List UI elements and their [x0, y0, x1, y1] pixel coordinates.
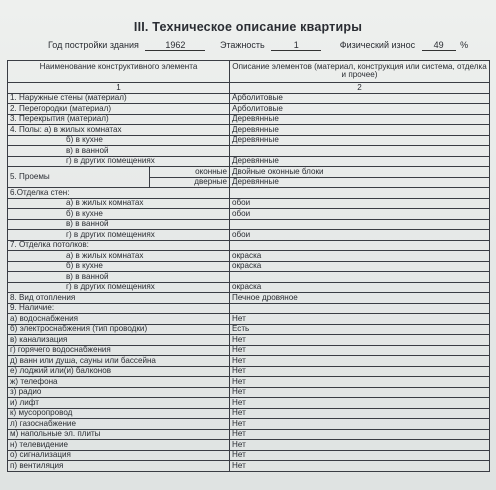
col1-header: Наименование конструктивного элемента: [8, 61, 230, 83]
row-label: 1. Наружные стены (материал): [8, 93, 230, 104]
row-value: Печное дровяное: [230, 293, 490, 304]
table-row: [8, 408, 490, 419]
table-row: [8, 93, 490, 104]
wear-unit: %: [460, 40, 469, 50]
row-value: Деревянные: [230, 125, 490, 136]
row-value: Арболитовые: [230, 93, 490, 104]
table-row: [8, 366, 490, 377]
row-label: а) водоснабжения: [8, 314, 230, 325]
table-row: [8, 167, 490, 178]
openings-window-label: оконные: [150, 167, 230, 178]
table-row: [8, 219, 490, 230]
row-label: в) в ванной: [8, 219, 230, 230]
row-label: к) мусоропровод: [8, 408, 230, 419]
table-row: [8, 377, 490, 388]
row-label: п) вентиляция: [8, 461, 230, 472]
row-value: обои: [230, 209, 490, 220]
row-label: и) лифт: [8, 398, 230, 409]
openings-door-label: дверные: [150, 177, 230, 188]
row-label: л) газоснабжение: [8, 419, 230, 430]
table-row: [8, 387, 490, 398]
row-value: Нет: [230, 461, 490, 472]
table-row: [8, 156, 490, 167]
year-label: Год постройки здания: [48, 40, 139, 50]
row-value: Нет: [230, 408, 490, 419]
row-label: в) в ванной: [8, 272, 230, 283]
table-row: [8, 272, 490, 283]
row-value: Нет: [230, 450, 490, 461]
table-number-row: [8, 83, 490, 94]
row-label: б) в кухне: [8, 261, 230, 272]
table-row: [8, 314, 490, 325]
row-value: [230, 303, 490, 314]
table-row: [8, 146, 490, 157]
row-value: [230, 146, 490, 157]
row-label: б) электроснабжения (тип проводки): [8, 324, 230, 335]
table-row: [8, 293, 490, 304]
row-value: обои: [230, 198, 490, 209]
row-value: Нет: [230, 356, 490, 367]
row-label: б) в кухне: [8, 135, 230, 146]
table-row: [8, 282, 490, 293]
row-label: а) в жилых комнатах: [8, 198, 230, 209]
floors-label: Этажность: [219, 40, 265, 50]
row-label: н) телевидение: [8, 440, 230, 451]
row-value: Деревянные: [230, 135, 490, 146]
row-value: Нет: [230, 335, 490, 346]
row-label: 4. Полы: а) в жилых комнатах: [8, 125, 230, 136]
table-row: [8, 461, 490, 472]
row-value: Деревянные: [230, 156, 490, 167]
table-row: [8, 419, 490, 430]
table-row: [8, 125, 490, 136]
table-row: [8, 356, 490, 367]
table-row: [8, 324, 490, 335]
row-label: 6.Отделка стен:: [8, 188, 230, 199]
row-value: Нет: [230, 387, 490, 398]
table-row: [8, 209, 490, 220]
table-row: [8, 240, 490, 251]
row-label: г) в других помещениях: [8, 282, 230, 293]
table-row: [8, 261, 490, 272]
row-value: [230, 219, 490, 230]
row-value: Нет: [230, 419, 490, 430]
row-label: б) в кухне: [8, 209, 230, 220]
row-label: г) горячего водоснабжения: [8, 345, 230, 356]
row-label: г) в других помещениях: [8, 230, 230, 241]
row-label: д) ванн или душа, сауны или бассейна: [8, 356, 230, 367]
year-value: 1962: [145, 40, 205, 51]
row-value: окраска: [230, 261, 490, 272]
openings-label: 5. Проемы: [8, 167, 150, 188]
table-row: [8, 398, 490, 409]
wear-label: Физический износ: [339, 40, 416, 50]
row-value: окраска: [230, 251, 490, 262]
row-label: в) в ванной: [8, 146, 230, 157]
row-value: [230, 272, 490, 283]
row-value: обои: [230, 230, 490, 241]
row-label: 8. Вид отопления: [8, 293, 230, 304]
row-value: окраска: [230, 282, 490, 293]
row-value: Нет: [230, 366, 490, 377]
table-row: [8, 198, 490, 209]
table-row: [8, 251, 490, 262]
col1-number: 1: [8, 83, 230, 94]
table-row: [8, 303, 490, 314]
table-header-row: [8, 61, 490, 83]
row-value: Нет: [230, 377, 490, 388]
row-value: [230, 240, 490, 251]
row-value: Нет: [230, 314, 490, 325]
table-row: [8, 188, 490, 199]
document-title: III. Техническое описание квартиры: [133, 20, 363, 34]
row-value: Деревянные: [230, 114, 490, 125]
col2-number: 2: [230, 83, 490, 94]
building-info-line: [48, 40, 468, 51]
row-label: в) канализация: [8, 335, 230, 346]
table-row: [8, 429, 490, 440]
row-value: Нет: [230, 440, 490, 451]
row-label: ж) телефона: [8, 377, 230, 388]
row-label: м) напольные эл. плиты: [8, 429, 230, 440]
table-row: [8, 104, 490, 115]
row-value: Нет: [230, 398, 490, 409]
row-value: Нет: [230, 429, 490, 440]
table-row: [8, 440, 490, 451]
wear-value: 49: [422, 40, 456, 51]
row-label: е) лоджий или(и) балконов: [8, 366, 230, 377]
openings-window-value: Двойные оконные блоки: [230, 167, 490, 178]
row-label: 3. Перекрытия (материал): [8, 114, 230, 125]
row-label: а) в жилых комнатах: [8, 251, 230, 262]
row-value: Есть: [230, 324, 490, 335]
row-label: 9. Наличие:: [8, 303, 230, 314]
table-row: [8, 135, 490, 146]
openings-door-value: Деревянные: [230, 177, 490, 188]
row-label: 7. Отделка потолков:: [8, 240, 230, 251]
row-label: 2. Перегородки (материал): [8, 104, 230, 115]
table-row: [8, 345, 490, 356]
row-value: Нет: [230, 345, 490, 356]
table-row: [8, 450, 490, 461]
row-value: Арболитовые: [230, 104, 490, 115]
row-label: г) в других помещениях: [8, 156, 230, 167]
technical-description-table: [7, 60, 490, 472]
row-value: [230, 188, 490, 199]
table-row: [8, 114, 490, 125]
row-label: з) радио: [8, 387, 230, 398]
floors-value: 1: [271, 40, 321, 51]
table-row: [8, 230, 490, 241]
table-row: [8, 335, 490, 346]
col2-header: Описание элементов (материал, конструкция или система, отделка и прочее): [230, 61, 490, 83]
row-label: о) сигнализация: [8, 450, 230, 461]
